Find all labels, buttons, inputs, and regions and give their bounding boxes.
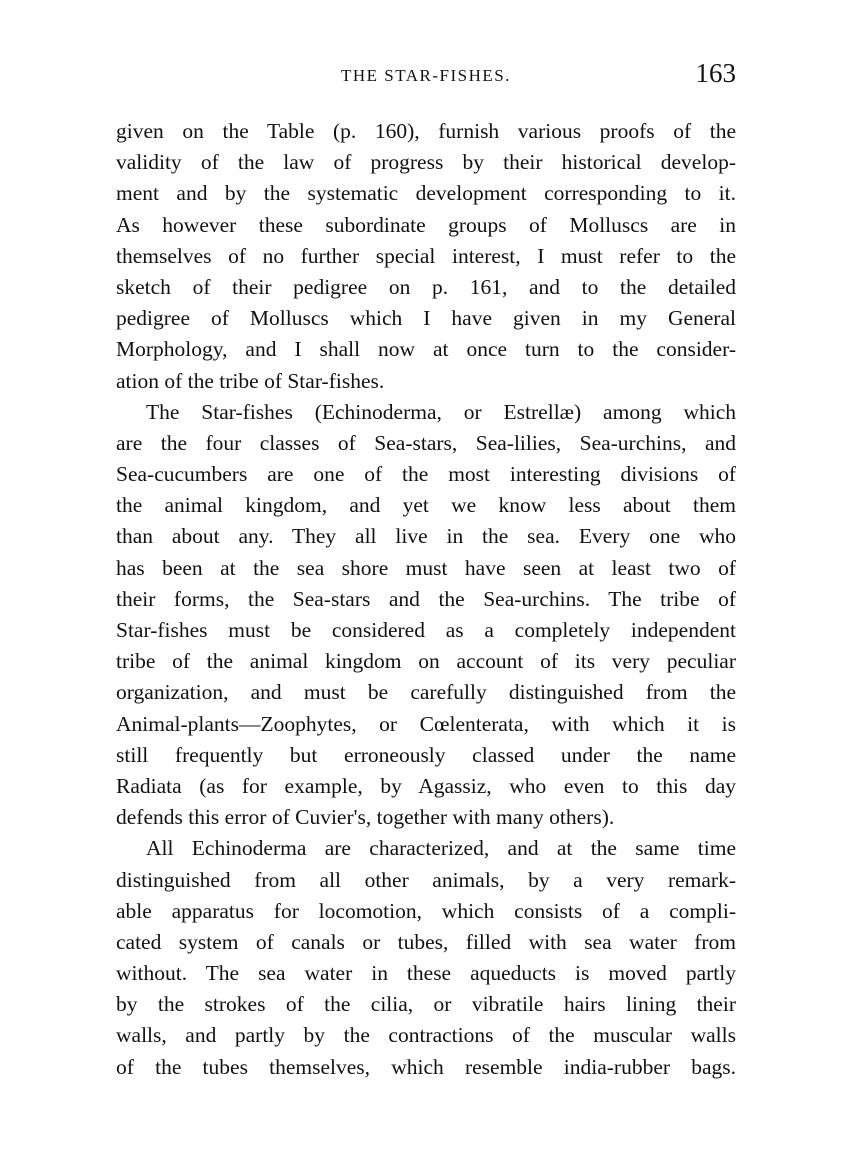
text-line: Radiata (as for example, by Agassiz, who even to this day: [116, 773, 736, 798]
running-title: THE STAR-FISHES.: [341, 66, 511, 85]
body-text: [116, 116, 736, 1083]
text-line: defends this error of Cuvier's, together with many others).: [116, 805, 615, 830]
text-line: the animal kingdom, and yet we know less about them: [116, 493, 736, 518]
text-line: Morphology, and I shall now at once turn to the consider-: [116, 337, 736, 362]
text-line: distinguished from all other animals, by a very remark-: [116, 867, 736, 892]
text-line: As however these subordinate groups of Molluscs are in: [116, 212, 736, 237]
text-line: still frequently but erroneously classed under the name: [116, 742, 736, 767]
text-line: All Echinoderma are characterized, and at the same time: [146, 836, 736, 861]
text-line: ation of the tribe of Star-fishes.: [116, 368, 385, 393]
text-line: Sea-cucumbers are one of the most interesting divisions of: [116, 462, 736, 487]
text-line: Animal-plants—Zoophytes, or Cœlenterata, with which it is: [116, 711, 736, 736]
text-line: ment and by the systematic development corresponding to it.: [116, 181, 736, 206]
running-head: [116, 58, 736, 98]
text-line: of the tubes themselves, which resemble india-rubber bags.: [116, 1054, 736, 1079]
text-line: validity of the law of progress by their historical develop-: [116, 150, 736, 175]
text-line: has been at the sea shore must have seen at least two of: [116, 555, 736, 580]
text-line: by the strokes of the cilia, or vibratile hairs lining their: [116, 992, 736, 1017]
paragraph: [116, 397, 736, 834]
text-line: pedigree of Molluscs which I have given in my General: [116, 306, 736, 331]
text-line: themselves of no further special interest, I must refer to the: [116, 243, 736, 268]
paragraph: [116, 833, 736, 1083]
text-line: walls, and partly by the contractions of the muscular walls: [116, 1023, 736, 1048]
text-line: than about any. They all live in the sea. Every one who: [116, 524, 736, 549]
text-line: able apparatus for locomotion, which consists of a compli-: [116, 898, 736, 923]
text-line: Star-fishes must be considered as a completely independent: [116, 618, 736, 642]
text-line: their forms, the Sea-stars and the Sea-urchins. The tribe of: [116, 586, 736, 611]
page-number: 163: [695, 58, 736, 88]
paragraph: [116, 116, 736, 397]
book-page: [116, 58, 736, 1083]
text-line: organization, and must be carefully distinguished from the: [116, 680, 736, 705]
text-line: given on the Table (p. 160), furnish various proofs of the: [116, 119, 736, 143]
text-line: cated system of canals or tubes, filled with sea water from: [116, 929, 736, 954]
text-line: The Star-fishes (Echinoderma, or Estrellæ) among which: [146, 399, 736, 424]
text-line: without. The sea water in these aqueducts is moved partly: [116, 961, 736, 986]
text-line: are the four classes of Sea-stars, Sea-lilies, Sea-urchins, and: [116, 430, 736, 455]
text-line: tribe of the animal kingdom on account of its very peculiar: [116, 649, 736, 674]
text-line: sketch of their pedigree on p. 161, and to the detailed: [116, 274, 736, 299]
